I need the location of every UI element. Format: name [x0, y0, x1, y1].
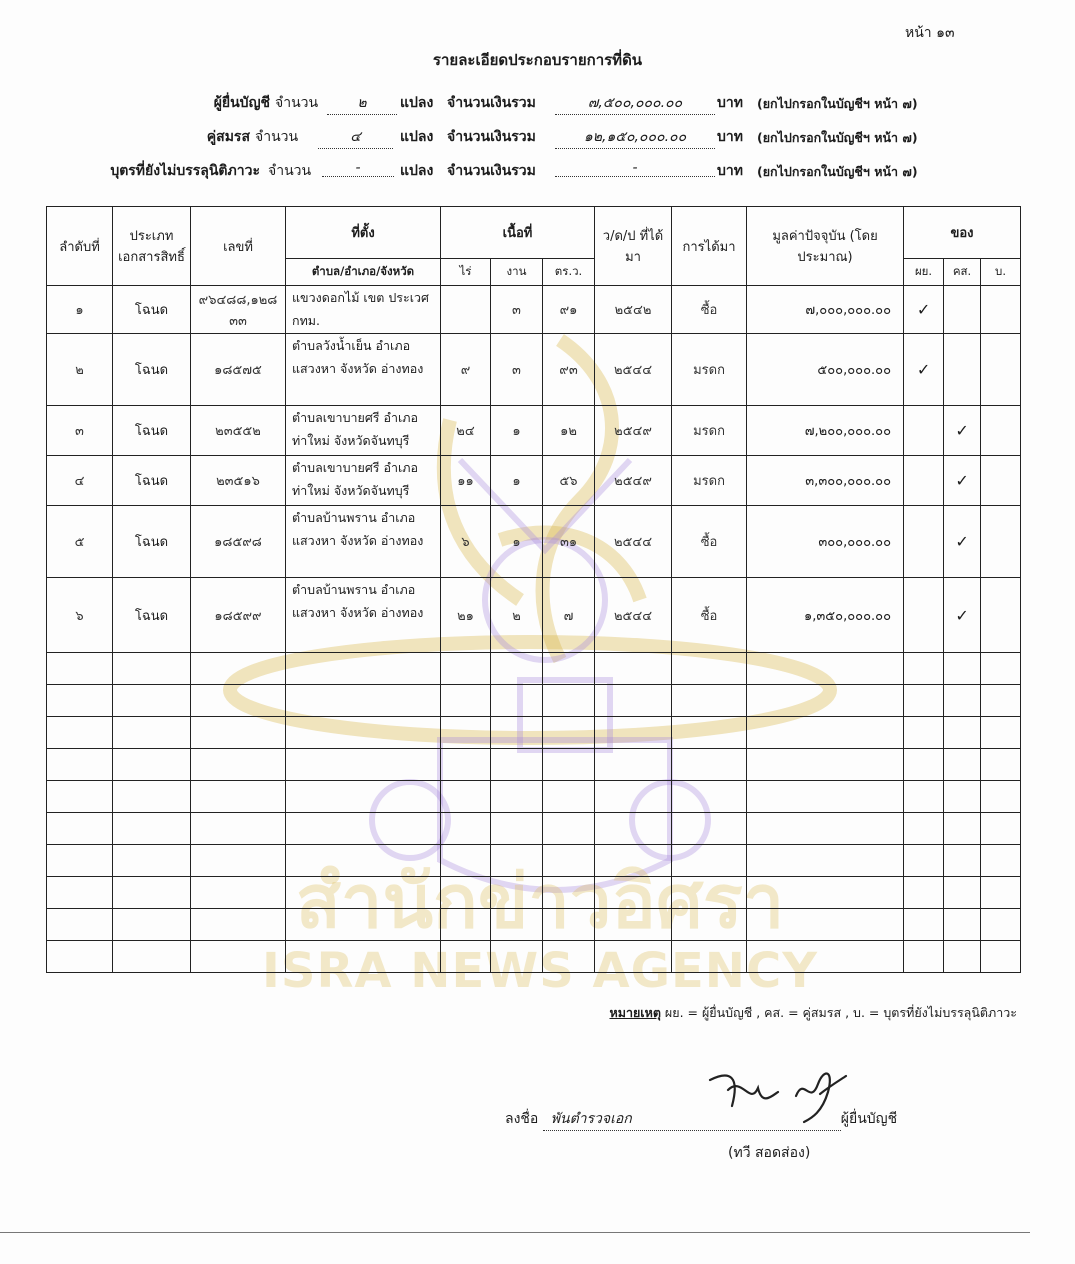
empty-cell — [981, 749, 1021, 781]
row-owner-self — [904, 506, 944, 578]
empty-cell — [595, 781, 672, 813]
table-row — [47, 456, 1021, 506]
row-owner-child — [981, 578, 1021, 653]
remark-label: หมายเหตุ — [609, 1005, 661, 1020]
empty-table-row — [47, 877, 1021, 909]
empty-cell — [981, 941, 1021, 973]
row-owner-self — [904, 406, 944, 456]
row-owner-child — [981, 286, 1021, 334]
empty-cell — [747, 749, 904, 781]
parcel-word: แปลง — [400, 163, 434, 179]
row-rai: ๒๑ — [441, 578, 491, 653]
row-date: ๒๕๔๙ — [595, 406, 672, 456]
header-seq: ลำดับที่ — [47, 207, 113, 286]
row-sqwa: ๗ — [543, 578, 595, 653]
row-date: ๒๕๔๔ — [595, 506, 672, 578]
empty-cell — [47, 653, 113, 685]
empty-cell — [113, 685, 191, 717]
empty-cell — [543, 781, 595, 813]
row-ngan: ๓ — [491, 286, 543, 334]
empty-cell — [747, 653, 904, 685]
header-rai: ไร่ — [441, 259, 491, 286]
empty-cell — [491, 685, 543, 717]
row-location: แขวงดอกไม้ เขต ประเวศ กทม. — [286, 286, 441, 334]
empty-cell — [286, 717, 441, 749]
row-doc-no: ๒๓๕๕๒ — [191, 406, 286, 456]
row-doc-no: ๑๘๕๙๙ — [191, 578, 286, 653]
empty-cell — [113, 941, 191, 973]
header-acquired: การได้มา — [672, 207, 747, 286]
empty-cell — [441, 653, 491, 685]
empty-cell — [904, 653, 944, 685]
bottom-divider — [0, 1232, 1030, 1233]
watermark-thai-text: สำนักข่าวอิศรา — [295, 859, 785, 945]
empty-cell — [747, 781, 904, 813]
empty-cell — [441, 717, 491, 749]
empty-cell — [113, 813, 191, 845]
row-value: ๕๐๐,๐๐๐.๐๐ — [747, 334, 904, 406]
row-owner-self — [904, 578, 944, 653]
header-sqwa: ตร.ว. — [543, 259, 595, 286]
page-title: รายละเอียดประกอบรายการที่ดิน — [432, 51, 643, 69]
page-number: หน้า ๑๓ — [905, 25, 955, 41]
count-word: จำนวน — [255, 129, 299, 145]
row-ngan: ๒ — [491, 578, 543, 653]
parcel-count: - — [322, 160, 394, 177]
empty-cell — [981, 717, 1021, 749]
empty-cell — [491, 749, 543, 781]
empty-cell — [113, 877, 191, 909]
empty-cell — [191, 845, 286, 877]
row-owner-spouse: ✓ — [944, 578, 981, 653]
total-amount: ๑๒,๑๕๐,๐๐๐.๐๐ — [555, 126, 715, 149]
empty-cell — [191, 749, 286, 781]
header-owner-spouse: คส. — [944, 259, 981, 286]
empty-cell — [543, 717, 595, 749]
empty-cell — [944, 909, 981, 941]
row-sqwa: ๑๒ — [543, 406, 595, 456]
empty-cell — [47, 813, 113, 845]
empty-cell — [491, 781, 543, 813]
header-owner: ของ — [904, 207, 1021, 259]
row-owner-child — [981, 506, 1021, 578]
empty-cell — [191, 813, 286, 845]
row-acquired: ซื้อ — [672, 506, 747, 578]
empty-cell — [944, 877, 981, 909]
empty-cell — [595, 813, 672, 845]
watermark-english-text: ISRA NEWS AGENCY — [262, 943, 818, 999]
empty-cell — [286, 877, 441, 909]
empty-cell — [904, 781, 944, 813]
empty-cell — [747, 877, 904, 909]
empty-cell — [286, 653, 441, 685]
empty-cell — [441, 749, 491, 781]
empty-cell — [944, 941, 981, 973]
empty-cell — [981, 653, 1021, 685]
remark-text: ผย. = ผู้ยื่นบัญชี , คส. = คู่สมรส , บ. = บุตรที่ยังไม่บรรลุนิติภาวะ — [664, 1005, 1017, 1020]
empty-cell — [47, 909, 113, 941]
empty-cell — [191, 781, 286, 813]
row-acquired: มรดก — [672, 456, 747, 506]
header-doc-no: เลขที่ — [191, 207, 286, 286]
empty-cell — [904, 685, 944, 717]
empty-cell — [672, 909, 747, 941]
row-acquired: มรดก — [672, 406, 747, 456]
header-area: เนื้อที่ — [441, 207, 595, 259]
row-date: ๒๕๔๙ — [595, 456, 672, 506]
parcel-word: แปลง — [400, 129, 434, 145]
header-ngan: งาน — [491, 259, 543, 286]
printed-name: (ทวี สอดส่อง) — [728, 1145, 811, 1161]
row-value: ๓๐๐,๐๐๐.๐๐ — [747, 506, 904, 578]
parcel-count: ๒ — [327, 92, 397, 115]
parcel-count: ๔ — [318, 126, 393, 149]
row-location: ตำบลเขาบายศรี อำเภอ ท่าใหม่ จังหวัดจันทบุรี — [286, 456, 441, 506]
empty-table-row — [47, 941, 1021, 973]
empty-cell — [904, 717, 944, 749]
parcel-word: แปลง — [400, 95, 434, 111]
empty-cell — [747, 941, 904, 973]
row-seq: ๕ — [47, 506, 113, 578]
empty-cell — [47, 685, 113, 717]
empty-cell — [441, 813, 491, 845]
signer-rank: พันตำรวจเอก — [543, 1108, 841, 1131]
empty-cell — [944, 845, 981, 877]
row-ngan: ๓ — [491, 334, 543, 406]
row-ngan: ๑ — [491, 506, 543, 578]
empty-cell — [286, 781, 441, 813]
empty-cell — [904, 909, 944, 941]
empty-cell — [441, 781, 491, 813]
empty-table-row — [47, 717, 1021, 749]
header-location: ที่ตั้ง — [286, 207, 441, 259]
header-owner-child: บ. — [981, 259, 1021, 286]
empty-cell — [543, 909, 595, 941]
summary-label: ผู้ยื่นบัญชี — [213, 95, 270, 111]
row-doc-type: โฉนด — [113, 286, 191, 334]
empty-cell — [441, 941, 491, 973]
empty-cell — [904, 813, 944, 845]
empty-cell — [113, 717, 191, 749]
empty-cell — [981, 685, 1021, 717]
row-rai — [441, 286, 491, 334]
empty-cell — [944, 685, 981, 717]
empty-cell — [286, 813, 441, 845]
empty-cell — [191, 941, 286, 973]
header-owner-self: ผย. — [904, 259, 944, 286]
table-row — [47, 406, 1021, 456]
row-location: ตำบลบ้านพราน อำเภอ แสวงหา จังหวัด อ่างทอง — [286, 578, 441, 653]
row-value: ๗,๒๐๐,๐๐๐.๐๐ — [747, 406, 904, 456]
empty-table-row — [47, 749, 1021, 781]
empty-cell — [543, 813, 595, 845]
header-location-sub: ตำบล/อำเภอ/จังหวัด — [286, 259, 441, 286]
empty-cell — [491, 909, 543, 941]
row-rai: ๙ — [441, 334, 491, 406]
empty-cell — [286, 685, 441, 717]
empty-cell — [113, 845, 191, 877]
row-acquired: ซื้อ — [672, 578, 747, 653]
row-rai: ๑๑ — [441, 456, 491, 506]
sign-label: ลงชื่อ — [505, 1111, 539, 1127]
empty-cell — [113, 653, 191, 685]
empty-cell — [595, 749, 672, 781]
carry-note: (ยกไปกรอกในบัญชีฯ หน้า ๗) — [757, 130, 918, 145]
empty-cell — [441, 877, 491, 909]
empty-cell — [543, 845, 595, 877]
row-sqwa: ๕๖ — [543, 456, 595, 506]
row-value: ๑,๓๕๐,๐๐๐.๐๐ — [747, 578, 904, 653]
summary-line-filer — [0, 92, 1075, 120]
row-acquired: มรดก — [672, 334, 747, 406]
empty-cell — [491, 877, 543, 909]
empty-cell — [595, 845, 672, 877]
empty-cell — [672, 653, 747, 685]
row-seq: ๖ — [47, 578, 113, 653]
empty-cell — [286, 909, 441, 941]
empty-cell — [191, 717, 286, 749]
empty-table-row — [47, 909, 1021, 941]
empty-cell — [904, 845, 944, 877]
row-location: ตำบลบ้านพราน อำเภอ แสวงหา จังหวัด อ่างทอง — [286, 506, 441, 578]
row-owner-self: ✓ — [904, 286, 944, 334]
empty-cell — [441, 909, 491, 941]
row-rai: ๖ — [441, 506, 491, 578]
amount-word: จำนวนเงินรวม — [447, 163, 536, 179]
empty-cell — [286, 749, 441, 781]
row-owner-spouse — [944, 334, 981, 406]
empty-cell — [981, 781, 1021, 813]
row-sqwa: ๙๓ — [543, 334, 595, 406]
empty-cell — [981, 909, 1021, 941]
row-location: ตำบลเขาบายศรี อำเภอ ท่าใหม่ จังหวัดจันทบุรี — [286, 406, 441, 456]
row-owner-child — [981, 456, 1021, 506]
empty-cell — [543, 941, 595, 973]
empty-cell — [441, 845, 491, 877]
table-row — [47, 286, 1021, 334]
row-date: ๒๕๔๔ — [595, 334, 672, 406]
empty-cell — [981, 877, 1021, 909]
empty-cell — [595, 717, 672, 749]
empty-cell — [944, 749, 981, 781]
carry-note: (ยกไปกรอกในบัญชีฯ หน้า ๗) — [757, 164, 918, 179]
empty-cell — [981, 813, 1021, 845]
row-seq: ๑ — [47, 286, 113, 334]
empty-cell — [47, 877, 113, 909]
empty-cell — [747, 813, 904, 845]
empty-cell — [191, 877, 286, 909]
empty-cell — [595, 685, 672, 717]
empty-cell — [47, 749, 113, 781]
empty-cell — [113, 909, 191, 941]
empty-cell — [491, 653, 543, 685]
row-doc-type: โฉนด — [113, 578, 191, 653]
row-date: ๒๕๔๒ — [595, 286, 672, 334]
row-doc-no: ๑๘๕๙๘ — [191, 506, 286, 578]
row-doc-no: ๙๖๔๘๘,๑๒๘ ๓๓ — [191, 286, 286, 334]
row-owner-spouse: ✓ — [944, 456, 981, 506]
empty-cell — [672, 781, 747, 813]
row-doc-no: ๑๘๕๗๕ — [191, 334, 286, 406]
summary-line-child — [0, 160, 1075, 188]
row-owner-spouse: ✓ — [944, 506, 981, 578]
empty-cell — [47, 717, 113, 749]
empty-cell — [747, 685, 904, 717]
empty-cell — [672, 685, 747, 717]
empty-cell — [672, 845, 747, 877]
empty-cell — [47, 845, 113, 877]
empty-table-row — [47, 781, 1021, 813]
row-rai: ๒๔ — [441, 406, 491, 456]
row-sqwa: ๓๑ — [543, 506, 595, 578]
empty-cell — [491, 813, 543, 845]
empty-table-row — [47, 685, 1021, 717]
empty-cell — [904, 749, 944, 781]
empty-cell — [113, 781, 191, 813]
empty-cell — [191, 685, 286, 717]
table-row — [47, 334, 1021, 406]
empty-cell — [595, 877, 672, 909]
empty-cell — [286, 941, 441, 973]
empty-cell — [672, 877, 747, 909]
empty-cell — [944, 717, 981, 749]
empty-cell — [491, 717, 543, 749]
empty-cell — [944, 813, 981, 845]
empty-cell — [595, 941, 672, 973]
row-date: ๒๕๔๔ — [595, 578, 672, 653]
empty-cell — [47, 781, 113, 813]
signer-role: ผู้ยื่นบัญชี — [840, 1111, 898, 1127]
amount-word: จำนวนเงินรวม — [447, 95, 536, 111]
baht-word: บาท — [717, 163, 743, 179]
empty-cell — [491, 941, 543, 973]
empty-cell — [747, 909, 904, 941]
empty-cell — [543, 877, 595, 909]
header-doc-type: ประเภทเอกสารสิทธิ์ — [113, 207, 191, 286]
row-acquired: ซื้อ — [672, 286, 747, 334]
row-value: ๗,๐๐๐,๐๐๐.๐๐ — [747, 286, 904, 334]
empty-cell — [543, 653, 595, 685]
empty-cell — [904, 941, 944, 973]
row-owner-self — [904, 456, 944, 506]
row-doc-type: โฉนด — [113, 406, 191, 456]
empty-table-row — [47, 653, 1021, 685]
baht-word: บาท — [717, 129, 743, 145]
baht-word: บาท — [717, 95, 743, 111]
count-word: จำนวน — [275, 95, 319, 111]
carry-note: (ยกไปกรอกในบัญชีฯ หน้า ๗) — [757, 96, 918, 111]
summary-label: คู่สมรส — [206, 129, 250, 145]
row-owner-spouse — [944, 286, 981, 334]
header-value: มูลค่าปัจจุบัน (โดยประมาณ) — [747, 207, 904, 286]
empty-cell — [441, 685, 491, 717]
remark — [609, 1003, 1017, 1023]
amount-word: จำนวนเงินรวม — [447, 129, 536, 145]
empty-cell — [595, 653, 672, 685]
empty-cell — [672, 941, 747, 973]
row-doc-type: โฉนด — [113, 334, 191, 406]
empty-cell — [191, 653, 286, 685]
empty-cell — [191, 909, 286, 941]
count-word: จำนวน — [268, 163, 312, 179]
table-row — [47, 506, 1021, 578]
total-amount: - — [555, 160, 715, 177]
row-location: ตำบลวังน้ำเย็น อำเภอ แสวงหา จังหวัด อ่างทอง — [286, 334, 441, 406]
empty-cell — [944, 653, 981, 685]
empty-cell — [672, 717, 747, 749]
empty-cell — [543, 749, 595, 781]
row-seq: ๔ — [47, 456, 113, 506]
table-row — [47, 578, 1021, 653]
summary-label: บุตรที่ยังไม่บรรลุนิติภาวะ — [110, 163, 260, 179]
row-seq: ๒ — [47, 334, 113, 406]
empty-cell — [595, 909, 672, 941]
empty-cell — [47, 941, 113, 973]
row-doc-no: ๒๓๕๑๖ — [191, 456, 286, 506]
row-owner-child — [981, 334, 1021, 406]
empty-cell — [944, 781, 981, 813]
row-value: ๓,๓๐๐,๐๐๐.๐๐ — [747, 456, 904, 506]
header-date: ว/ด/ป ที่ได้มา — [595, 207, 672, 286]
row-owner-spouse: ✓ — [944, 406, 981, 456]
empty-cell — [113, 749, 191, 781]
row-owner-child — [981, 406, 1021, 456]
summary-line-spouse — [0, 126, 1075, 154]
row-ngan: ๑ — [491, 406, 543, 456]
empty-table-row — [47, 845, 1021, 877]
empty-table-row — [47, 813, 1021, 845]
row-seq: ๓ — [47, 406, 113, 456]
empty-cell — [747, 717, 904, 749]
empty-cell — [543, 685, 595, 717]
empty-cell — [981, 845, 1021, 877]
row-ngan: ๑ — [491, 456, 543, 506]
empty-cell — [904, 877, 944, 909]
signature-line — [505, 1108, 897, 1131]
empty-cell — [747, 845, 904, 877]
row-owner-self: ✓ — [904, 334, 944, 406]
land-table — [46, 206, 1021, 973]
row-sqwa: ๙๑ — [543, 286, 595, 334]
empty-cell — [491, 845, 543, 877]
row-doc-type: โฉนด — [113, 506, 191, 578]
empty-cell — [672, 749, 747, 781]
empty-cell — [672, 813, 747, 845]
row-doc-type: โฉนด — [113, 456, 191, 506]
empty-cell — [286, 845, 441, 877]
total-amount: ๗,๕๐๐,๐๐๐.๐๐ — [555, 92, 715, 115]
